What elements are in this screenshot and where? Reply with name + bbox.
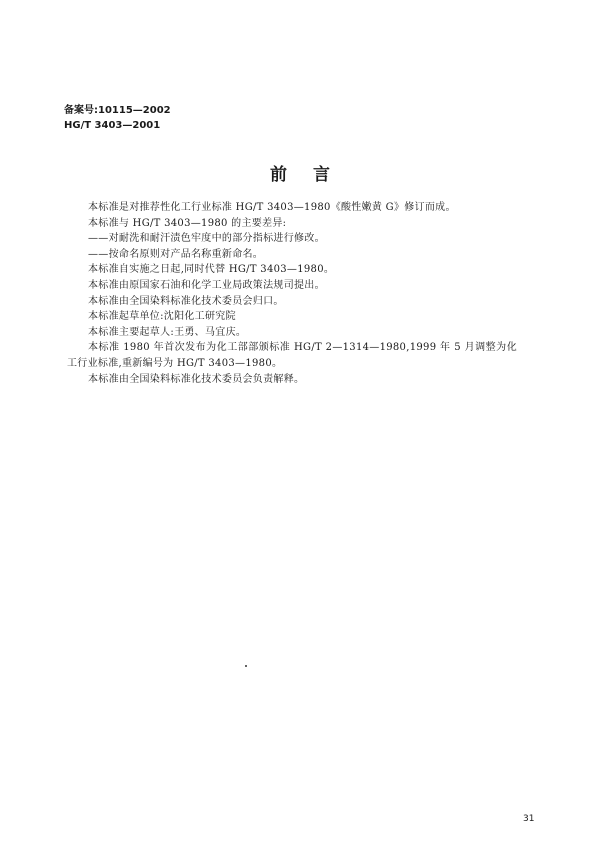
paragraph: 本标准自实施之日起,同时代替 HG/T 3403—1980。 <box>88 264 335 276</box>
paragraph: ——按命名原则对产品名称重新命名。 <box>88 248 264 260</box>
scan-dot <box>245 665 247 667</box>
paragraph: 本标准与 HG/T 3403—1980 的主要差异: <box>88 217 287 229</box>
paragraph: 本标准是对推荐性化工行业标准 HG/T 3403—1980《酸性嫩黄 G》修订而成。 <box>88 202 456 213</box>
filing-number: 备案号:10115—2002 <box>64 105 171 116</box>
paragraph: 本标准主要起草人:王勇、马宜庆。 <box>88 326 247 338</box>
page-number: 31 <box>523 814 535 824</box>
paragraph: 本标准由原国家石油和化学工业局政策法规司提出。 <box>88 279 325 291</box>
page-title: 前言 <box>270 165 356 185</box>
standard-code: HG/T 3403—2001 <box>64 120 161 131</box>
paragraph: 本标准由全国染料标准化技术委员会负责解释。 <box>88 373 305 385</box>
header-meta <box>64 103 171 133</box>
paragraph: 本标准由全国染料标准化技术委员会归口。 <box>88 295 284 307</box>
paragraph: 本标准起草单位:沈阳化工研究院 <box>88 311 236 323</box>
foreword-body <box>67 200 517 387</box>
paragraph: ——对耐洗和耐汗渍色牢度中的部分指标进行修改。 <box>88 233 325 245</box>
paragraph: 本标准 1980 年首次发布为化工部部颁标准 HG/T 2—1314—1980,1999 年 5 月调整为化工行业标准,重新编号为 HG/T 3403—1980。 <box>67 342 517 369</box>
